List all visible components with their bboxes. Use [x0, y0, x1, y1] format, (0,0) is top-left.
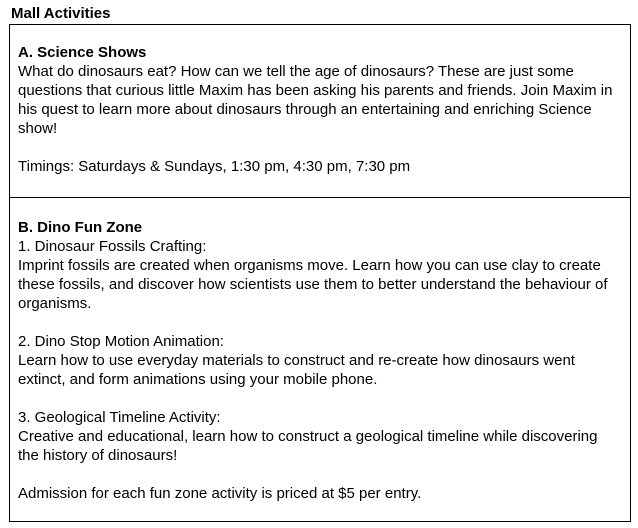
activity-description-animation: Learn how to use everyday materials to construct and re-create how dinosaurs went extinct, and form animations using your mobile phone. — [18, 352, 575, 388]
activity-title-timeline: 3. Geological Timeline Activity: — [18, 409, 221, 426]
science-shows-timings: Timings: Saturdays & Sundays, 1:30 pm, 4:30 pm, 7:30 pm — [18, 158, 411, 175]
activity-description-fossils: Imprint fossils are created when organisms move. Learn how you can use clay to create these fossils, and discover how scientists use them to better understand the behaviour of organisms. — [18, 257, 608, 312]
science-shows-section — [9, 24, 631, 198]
science-shows-description: What do dinosaurs eat? How can we tell the age of dinosaurs? These are just some questions that curious little Maxim has been asking his parents and friends. Join Maxim in his quest to learn more about dinosaurs through an entertaining and enriching Science show! — [18, 63, 613, 137]
activity-title-fossils: 1. Dinosaur Fossils Crafting: — [18, 238, 207, 255]
dino-fun-zone-section — [9, 197, 631, 522]
spacer — [18, 465, 622, 484]
science-shows-heading: A. Science Shows — [18, 44, 147, 61]
spacer — [18, 138, 622, 157]
admission-note: Admission for each fun zone activity is priced at $5 per entry. — [18, 485, 422, 502]
spacer — [18, 389, 622, 408]
activity-description-timeline: Creative and educational, learn how to construct a geological timeline while discovering the history of dinosaurs! — [18, 428, 598, 464]
fun-zone-heading: B. Dino Fun Zone — [18, 219, 143, 236]
page-title: Mall Activities — [11, 5, 111, 22]
activity-title-animation: 2. Dino Stop Motion Animation: — [18, 333, 224, 350]
spacer — [18, 313, 622, 332]
